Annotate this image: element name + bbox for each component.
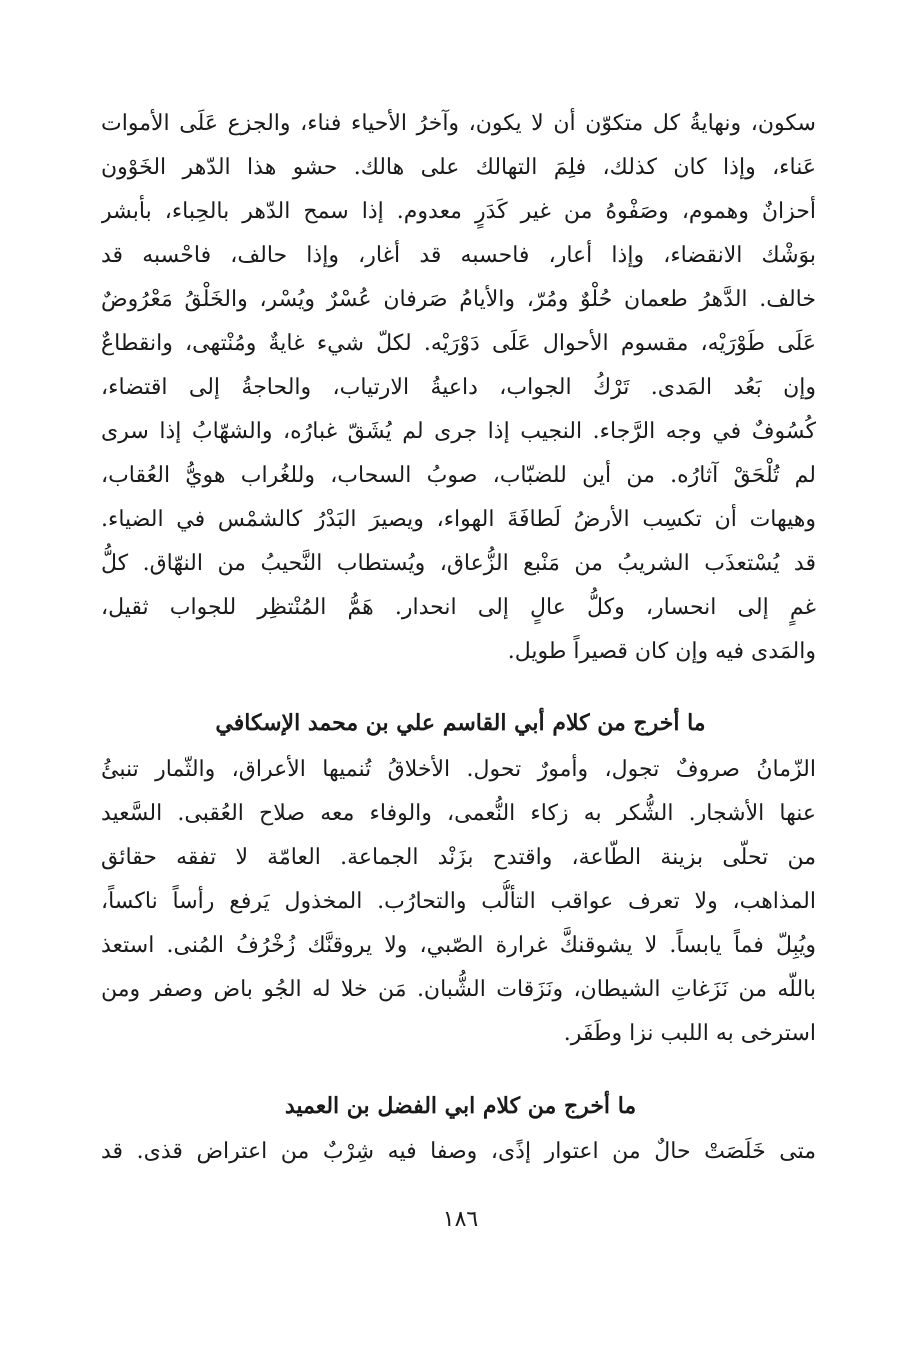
text-line: لم تُلْحَقْ آثارُه. من أين للضبّاب، صوبُ السحاب، وللغُراب هويُّ العُقاب، [101,463,816,488]
paragraph-1 [101,102,816,674]
text-line: أحزانٌ وهموم، وصَفْوهُ من غير كَدَرٍ معدوم. إذا سمح الدّهر بالحِباء، بأبشر [101,199,816,224]
text-line: باللّه من نَزَغاتِ الشيطان، ونَزَقات الشُّبان. مَن خلا له الجُو باض وصفر ومن [101,977,816,1002]
text-line: من تحلّى بزينة الطّاعة، واقتدح بزَنْد الجماعة. العامّة لا تفقه حقائق [101,845,816,870]
text-line: خالف. الدَّهرُ طعمان حُلْوٌ ومُرّ، والأيامُ صَرفان عُسْرٌ ويُسْر، والخَلْقُ مَعْرُوضٌ [101,287,816,312]
text-line: سكون، ونهايةُ كل متكوّن أن لا يكون، وآخرُ الأحياء فناء، والجزع عَلَى الأموات [101,111,816,136]
paragraph-2 [101,748,816,1056]
text-line: استرخى به اللبب نزا وطَفَر. [563,1021,816,1046]
text-line: غمٍ إلى انحسار، وكلُّ عالٍ إلى انحدار. هَمُّ المُنْتظِر للجواب ثقيل، [101,595,816,620]
text-line: ويُبِلّ فماً يابساً. لا يشوقنكَّ غرارة الصّبي، ولا يروقنَّك زُخْرُفُ المُنى. استعذ [101,933,816,958]
text-line: كُسُوفٌ في وجه الرَّجاء. النجيب إذا جرى لم يُشَقّ غبارُه، والشهّابُ إذا سرى [101,419,816,444]
text-line: عَناء، وإذا كان كذلك، فلِمَ التهالك على هالك. حشو هذا الدّهر الخَوْون [101,155,816,180]
text-line: الزّمانُ صروفٌ تجول، وأمورٌ تحول. الأخلاقُ تُنميها الأعراق، والثّمار تنبئُ [101,757,816,782]
text-line: قد يُسْتعذَب الشريبُ من مَنْبع الزُّعاق، ويُستطاب النَّحيبُ من النهّاق. كلُّ [101,551,816,576]
section-heading: ما أخرج من كلام ابي الفضل بن العميد [284,1093,637,1119]
paragraph-3 [101,1130,816,1174]
text-line: عنها الأشجار. الشُّكر به زكاء النُّعمى، والوفاء معه صلاح العُقبى. السَّعيد [101,801,816,826]
page-number: ١٨٦ [442,1207,479,1232]
section-heading: ما أخرج من كلام أبي القاسم علي بن محمد الإسكافي [215,710,706,736]
text-line: وإن بَعُد المَدى. تَرْكُ الجواب، داعيةُ الارتياب، والحاجةُ إلى اقتضاء، [101,375,816,400]
text-line: متى خَلَصَتْ حالٌ من اعتوار إذًى، وصفا فيه شِرْبٌ من اعتراض قذى. قد [101,1139,816,1164]
text-line: بوَشْك الانقضاء، وإذا أعار، فاحسبه قد أغار، وإذا حالف، فاحْسبه قد [101,243,816,268]
text-line: عَلَى طَوْرَيْه، مقسوم الأحوال عَلَى دَوْرَيْه. لكلّ شيء غايةٌ ومُنْتهى، وانقطاعٌ [101,331,816,356]
text-line: المذاهب، ولا تعرف عواقب التألُّب والتحارُب. المخذول يَرفع رأساً ناكساً، [101,889,816,914]
text-line: والمَدى فيه وإن كان قصيراً طويل. [507,639,816,664]
text-line: وهيهات أن تكسِب الأرضُ لَطافَةَ الهواء، ويصيرَ البَدْرُ كالشمْس في الضياء. [101,507,816,532]
